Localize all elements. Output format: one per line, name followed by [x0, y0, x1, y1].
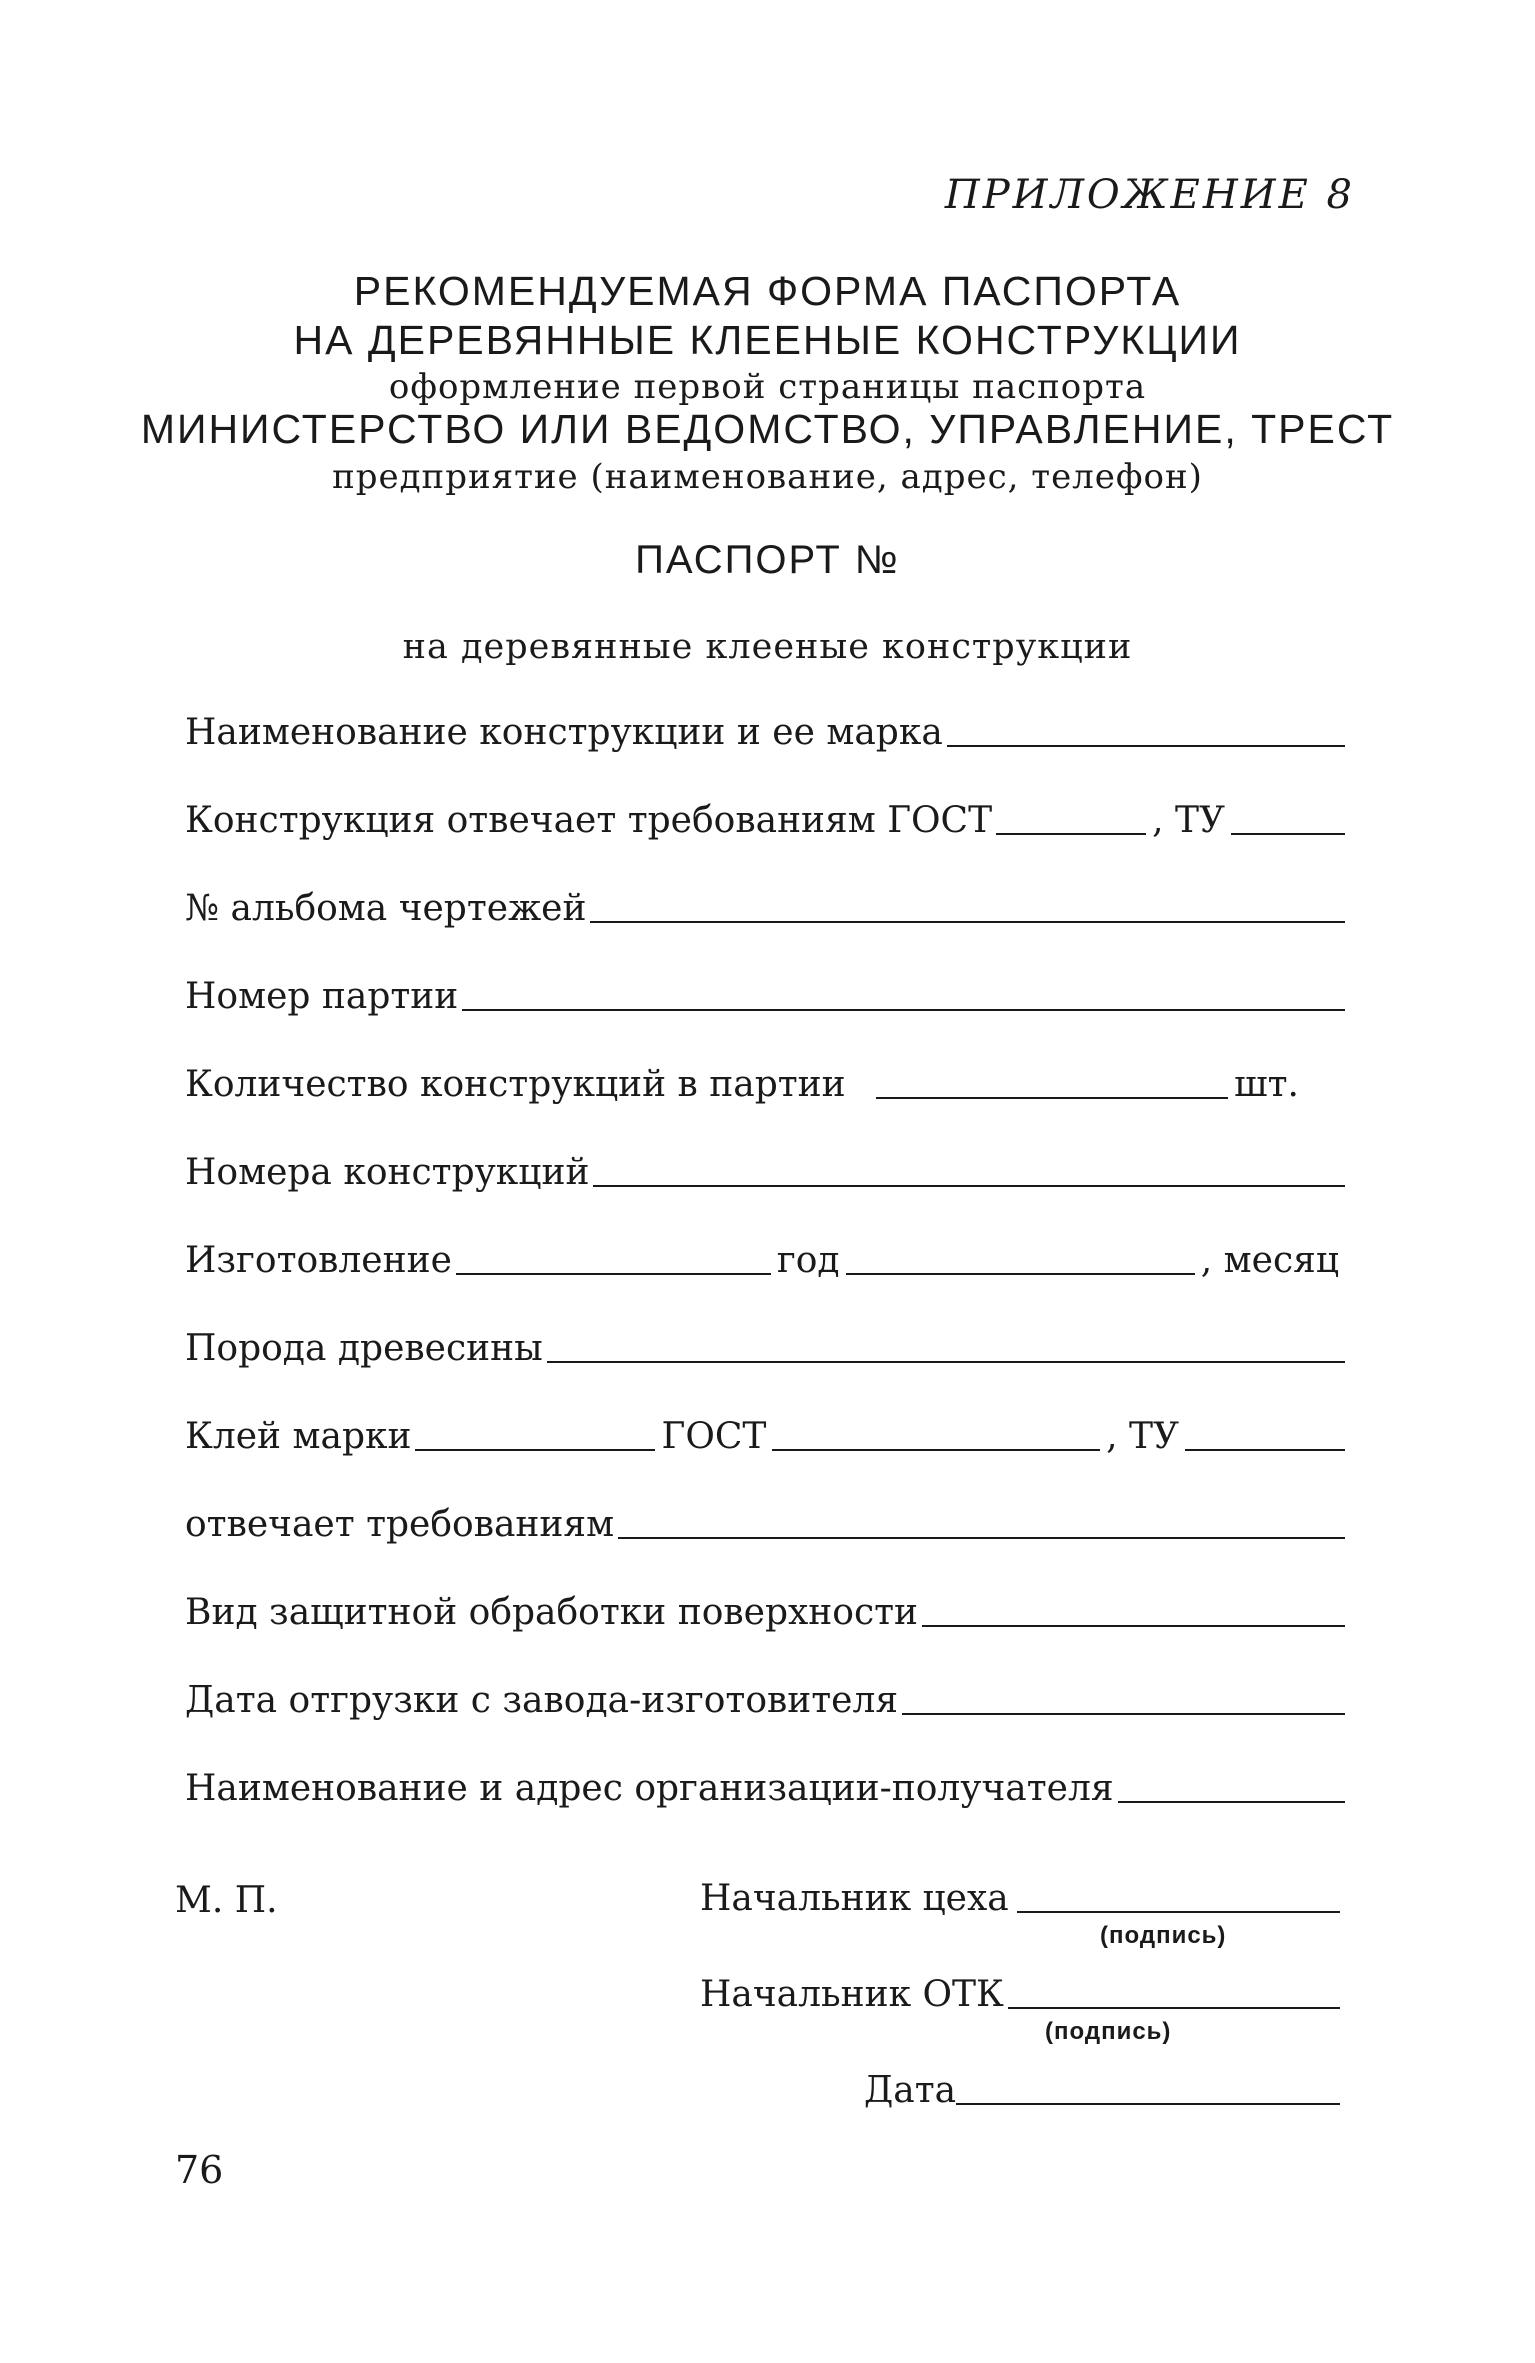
- field-label: , ТУ: [1152, 800, 1226, 841]
- field-surface-treatment: [185, 1592, 1345, 1633]
- field-label: Клей марки: [185, 1416, 412, 1457]
- shop-head-signature-line[interactable]: [1017, 1911, 1340, 1913]
- field-label: , месяц: [1200, 1240, 1339, 1281]
- gost-line[interactable]: [996, 833, 1146, 835]
- field-label: Наименование и адрес организации-получателя: [185, 1768, 1114, 1809]
- glue-tu-line[interactable]: [1185, 1449, 1345, 1451]
- signature-label: Начальник ОТК: [700, 1974, 1004, 2015]
- field-label: Наименование конструкции и ее марка: [185, 712, 943, 753]
- field-wood-species: [185, 1328, 1345, 1369]
- field-label: Изготовление: [185, 1240, 452, 1281]
- seal-placeholder: М. П.: [175, 1880, 278, 1921]
- tu-line[interactable]: [1231, 833, 1345, 835]
- field-batch-number: [185, 976, 1345, 1017]
- wood-species-line[interactable]: [547, 1361, 1345, 1363]
- field-label: отвечает требованиям: [185, 1504, 615, 1545]
- field-construction-name: [185, 712, 1345, 753]
- field-label: год: [776, 1240, 840, 1281]
- batch-number-line[interactable]: [462, 1009, 1345, 1011]
- year-line[interactable]: [846, 1273, 1195, 1275]
- signature-shop-head: [700, 1878, 1340, 1919]
- field-label: шт.: [1234, 1064, 1299, 1105]
- field-label: Порода древесины: [185, 1328, 543, 1369]
- field-meets-requirements: [185, 1504, 1345, 1545]
- form-title-line1: РЕКОМЕНДУЕМАЯ ФОРМА ПАСПОРТА: [353, 268, 1182, 314]
- form-subtitle: оформление первой страницы паспорта: [388, 367, 1147, 407]
- appendix-label: ПРИЛОЖЕНИЕ 8: [944, 172, 1355, 218]
- signature-date: [864, 2070, 1340, 2111]
- field-label: № альбома чертежей: [185, 888, 587, 929]
- field-gost-compliance: [185, 800, 1345, 841]
- qc-head-signature-line[interactable]: [1008, 2007, 1340, 2009]
- field-label: Номера конструкций: [185, 1152, 590, 1193]
- field-label: Дата отгрузки с завода-изготовителя: [185, 1680, 899, 1721]
- date-line[interactable]: [956, 2103, 1340, 2105]
- ministry-line: МИНИСТЕРСТВО ИЛИ ВЕДОМСТВО, УПРАВЛЕНИЕ, ТРЕСТ: [140, 406, 1395, 452]
- field-label: ГОСТ: [661, 1416, 767, 1457]
- recipient-line[interactable]: [1118, 1801, 1345, 1803]
- field-recipient: [185, 1768, 1345, 1809]
- passport-title: ПАСПОРТ №: [635, 538, 900, 582]
- signature-qc-head: [700, 1974, 1340, 2015]
- field-label: Вид защитной обработки поверхности: [185, 1592, 919, 1633]
- signature-label: Начальник цеха: [700, 1878, 1009, 1919]
- construction-numbers-line[interactable]: [593, 1185, 1345, 1187]
- surface-treatment-line[interactable]: [922, 1625, 1345, 1627]
- form-title-line2: НА ДЕРЕВЯННЫЕ КЛЕЕНЫЕ КОНСТРУКЦИИ: [293, 317, 1242, 363]
- field-label: Количество конструкций в партии: [185, 1064, 846, 1105]
- signature-label: Дата: [864, 2070, 957, 2111]
- quantity-line[interactable]: [876, 1097, 1229, 1099]
- glue-brand-line[interactable]: [415, 1449, 655, 1451]
- meets-requirements-line[interactable]: [618, 1537, 1345, 1539]
- field-label: Номер партии: [185, 976, 459, 1017]
- album-number-line[interactable]: [590, 921, 1345, 923]
- signature-caption: (подпись): [1045, 2018, 1172, 2045]
- manufacture-line[interactable]: [456, 1273, 771, 1275]
- shipment-date-line[interactable]: [902, 1713, 1345, 1715]
- field-construction-numbers: [185, 1152, 1345, 1193]
- signature-caption: (подпись): [1100, 1922, 1227, 1949]
- field-label: , ТУ: [1106, 1416, 1179, 1457]
- field-shipment-date: [185, 1680, 1345, 1721]
- glue-gost-line[interactable]: [772, 1449, 1100, 1451]
- page-number: 76: [175, 2148, 224, 2192]
- enterprise-line: предприятие (наименование, адрес, телефон): [332, 457, 1203, 497]
- construction-name-line[interactable]: [947, 745, 1345, 747]
- field-album-number: [185, 888, 1345, 929]
- field-label: Конструкция отвечает требованиям ГОСТ: [185, 800, 993, 841]
- passport-subtitle: на деревянные клееные конструкции: [402, 627, 1133, 667]
- field-quantity: [185, 1064, 1345, 1105]
- field-glue: [185, 1416, 1345, 1457]
- field-manufacture: [185, 1240, 1345, 1281]
